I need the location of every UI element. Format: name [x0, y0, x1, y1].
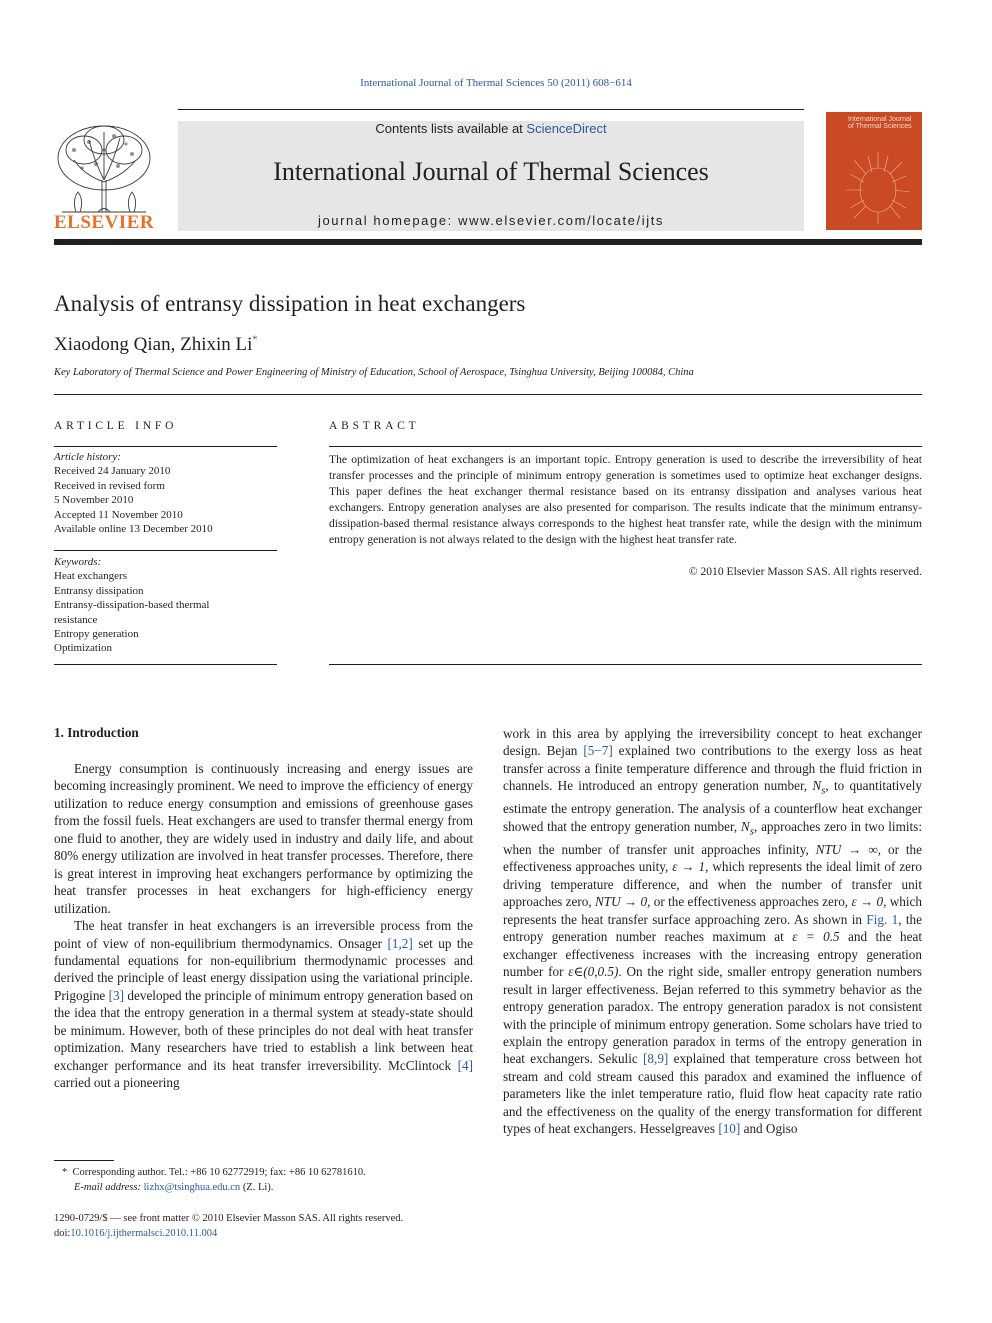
elsevier-wordmark: ELSEVIER [54, 212, 155, 233]
section-heading-introduction: 1. Introduction [54, 725, 139, 740]
text-run: , which represents the heat transfer surface approaching zero. As shown in [503, 894, 922, 927]
reference-link[interactable]: [8,9] [643, 1051, 669, 1067]
doi-label: doi: [54, 1228, 71, 1239]
keyword-item: Entransy-dissipation-based thermal [54, 599, 210, 612]
reference-link[interactable]: [4] [457, 1057, 473, 1073]
article-info-bottom-rule [54, 664, 277, 665]
sciencedirect-link[interactable]: ScienceDirect [526, 121, 607, 136]
symbol-sub: s [749, 825, 754, 838]
text-run: The heat transfer in heat exchangers is an irreversible process from the point of view of non-equilibrium thermodynamics. Onsager [54, 918, 473, 951]
header-top-rule [178, 109, 804, 110]
figure-link[interactable]: Fig. 1 [866, 911, 899, 927]
affiliation-rule [54, 394, 922, 395]
article-info-heading: ARTICLE INFO [54, 420, 178, 432]
history-item: Accepted 11 November 2010 [54, 508, 183, 521]
history-item: Received 24 January 2010 [54, 465, 171, 478]
authors [54, 334, 257, 356]
text-run: . On the right side, smaller entropy generation numbers result in larger effectiveness. Bejan referred to this symmetry behavior as the entropy generation paradox. The entropy generation paradox is not consistent with the principle of minimum entropy generation. Some scholars have tried to explain the entropy generation paradox in terms of the entropy generation in heat exchangers. Sekulic [503, 964, 922, 1067]
keyword-item: resistance [54, 613, 98, 626]
email-suffix: (Z. Li). [242, 1182, 274, 1193]
history-item: Available online 13 December 2010 [54, 523, 213, 536]
text-run: work in this area by applying the irreversibility concept to heat exchanger design. Bejan [503, 726, 922, 759]
text-run: , approaches zero in two limits: when the number of transfer unit approaches infinity, [503, 818, 922, 857]
abstract-rule [329, 446, 922, 447]
abstract-text: The optimization of heat exchangers is an important topic. Entropy generation is used to describe the irreversibility of heat transfer processes and the principle of minimum entropy generation is sometimes used to optimize heat exchanger designs. This paper defines the heat exchanger thermal resistance based on its entransy dissipation and analyses various heat exchangers. Entropy generation analyses are also presented for comparison. The results indicate that the minimum entransy-dissipation-based thermal resistance always corresponds to the highest heat transfer rate, while the design with the minimum entropy generation is not always related to the design with the highest heat transfer rate. [329, 453, 922, 546]
text-run: , or the effectiveness approaches unity, [503, 842, 922, 875]
email-line [62, 1180, 482, 1195]
symbol-ns [740, 818, 754, 838]
header-thick-rule [54, 239, 922, 245]
contents-prefix: Contents lists available at [375, 121, 527, 136]
issn-line: 1290-0729/$ — see front matter © 2010 Elsevier Masson SAS. All rights reserved. [54, 1213, 404, 1224]
corresponding-text: Corresponding author. Tel.: +86 10 62772919; fax: +86 10 62781610. [72, 1167, 366, 1178]
email-label: E-mail address: [74, 1182, 141, 1193]
keywords-block [54, 555, 277, 656]
reference-link[interactable]: [1,2] [387, 935, 413, 951]
cover-title: International Journal of Thermal Sciences [848, 116, 912, 130]
article-history [54, 450, 277, 536]
text-run: , to quantitatively estimate the entropy generation. The analysis of a counterflow heat exchanger showed that the entropy generation number, [503, 778, 922, 834]
keyword-item: Entropy generation [54, 628, 139, 641]
email-link[interactable]: lizhx@tsinghua.edu.cn [143, 1182, 241, 1193]
symbol-sub: s [821, 785, 826, 797]
math-expression: NTU → ∞ [815, 842, 878, 857]
text-run: set up the fundamental equations for non-equilibrium thermodynamic processes and derived the principle of least energy dissipation using the variational principle. Prigogine [54, 935, 473, 1003]
article-history-label: Article history: [54, 451, 121, 463]
abstract-copyright: © 2010 Elsevier Masson SAS. All rights reserved. [688, 565, 922, 578]
text-run: and the heat exchanger effectiveness increases with the increasing entropy generation number for [503, 929, 922, 980]
doi-line [54, 1226, 484, 1241]
symbol-ns [812, 778, 826, 797]
math-expression: ε → 0 [851, 894, 884, 910]
abstract-heading: ABSTRACT [329, 420, 420, 432]
homepage-url-link[interactable]: www.elsevier.com/locate/ijts [458, 213, 665, 228]
corresponding-line [62, 1165, 482, 1180]
paragraph [54, 917, 473, 1092]
keyword-item: Entransy dissipation [54, 584, 144, 597]
history-item: 5 November 2010 [54, 494, 134, 507]
math-expression: ε → 1 [672, 859, 706, 875]
journal-homepage [178, 213, 804, 228]
journal-citation[interactable]: International Journal of Thermal Sciences 50 (2011) 608−614 [360, 77, 632, 89]
right-column [503, 725, 922, 1138]
footnote-rule [54, 1160, 114, 1161]
keyword-item: Heat exchangers [54, 570, 127, 583]
text-run: , or the effectiveness approaches zero, [647, 894, 852, 910]
reference-link[interactable]: [10] [718, 1121, 741, 1137]
paragraph [503, 725, 922, 1138]
history-item: Received in revised form [54, 479, 165, 492]
math-expression: ε∈(0,0.5) [568, 964, 619, 980]
author-names: Xiaodong Qian, Zhixin Li [54, 334, 253, 355]
journal-title: International Journal of Thermal Sciences [273, 157, 709, 186]
affiliation: Key Laboratory of Thermal Science and Power Engineering of Ministry of Education, School of Aerospace, Tsinghua University, Beijing 100084, China [54, 367, 694, 378]
corresponding-footnote [62, 1165, 482, 1195]
text-run: , which represents the ideal limit of zero driving temperature difference, and when the number of transfer unit approaches zero, [503, 859, 922, 910]
text-run: explained that temperature cross between hot stream and cold stream caused this paradox and examined the influence of parameters like the inlet temperature ratio, fluid flow heat capacity rate ratio and the effectiveness on the quality of the energy transformation for different types of heat exchangers. Hesselgreaves [503, 1051, 922, 1137]
cover-art [826, 112, 922, 230]
math-expression: NTU → 0 [594, 894, 648, 910]
text-run: developed the principle of minimum entropy generation based on the idea that the entropy generation in a thermal system at steady-state should be minimum. However, both of these principles do not deal with heat transfer optimization. Many researchers have tried to establish a link between heat exchanger performance and its heat transfer irreversibility. McClintock [54, 987, 473, 1073]
paragraph: Energy consumption is continuously increasing and energy issues are becoming increasingly prominent. We need to improve the efficiency of energy utilization to reduce energy consumption and emissions of greenhouse gases from the fossil fuels. Heat exchangers are used to transfer thermal energy from one fluid to another, they are widely used in industry and daily life, and about 80% energy utilization are involved in heat transfer processes. Therefore, there is great interest in improving heat exchangers performance by optimizing the heat transfer processes in heat exchangers for high-efficiency energy utilization. [54, 761, 473, 916]
homepage-prefix: journal homepage: [317, 213, 459, 228]
journal-cover-image[interactable] [826, 112, 922, 230]
symbol-n: N [740, 818, 750, 834]
left-column [54, 760, 473, 1092]
doi-link[interactable]: 10.1016/j.ijthermalsci.2010.11.004 [70, 1228, 218, 1239]
article-title: Analysis of entransy dissipation in heat exchangers [54, 291, 526, 316]
corresponding-author-mark[interactable]: * [252, 334, 258, 346]
reference-link[interactable]: [3] [108, 987, 125, 1003]
footnote-star: * [62, 1167, 68, 1178]
text-run: explained two contributions to the exergy loss as heat transfer across a finite temperature difference and through the fluid friction in channels. He introduced an entropy generation number, [503, 743, 922, 794]
article-info-rule [54, 446, 277, 447]
abstract-bottom-rule [329, 664, 922, 665]
contents-line [178, 121, 804, 136]
text-run: carried out a pioneering [54, 1075, 180, 1091]
keywords-rule [54, 550, 277, 551]
math-expression: ε = 0.5 [792, 929, 840, 945]
front-matter [54, 1211, 484, 1241]
text-run: and Ogiso [740, 1121, 798, 1137]
symbol-n: N [812, 778, 822, 794]
reference-link[interactable]: [5−7] [583, 743, 613, 759]
keywords-label: Keywords: [54, 556, 102, 568]
text-run: , the entropy generation number reaches maximum at [503, 911, 922, 945]
keyword-item: Optimization [54, 642, 113, 655]
